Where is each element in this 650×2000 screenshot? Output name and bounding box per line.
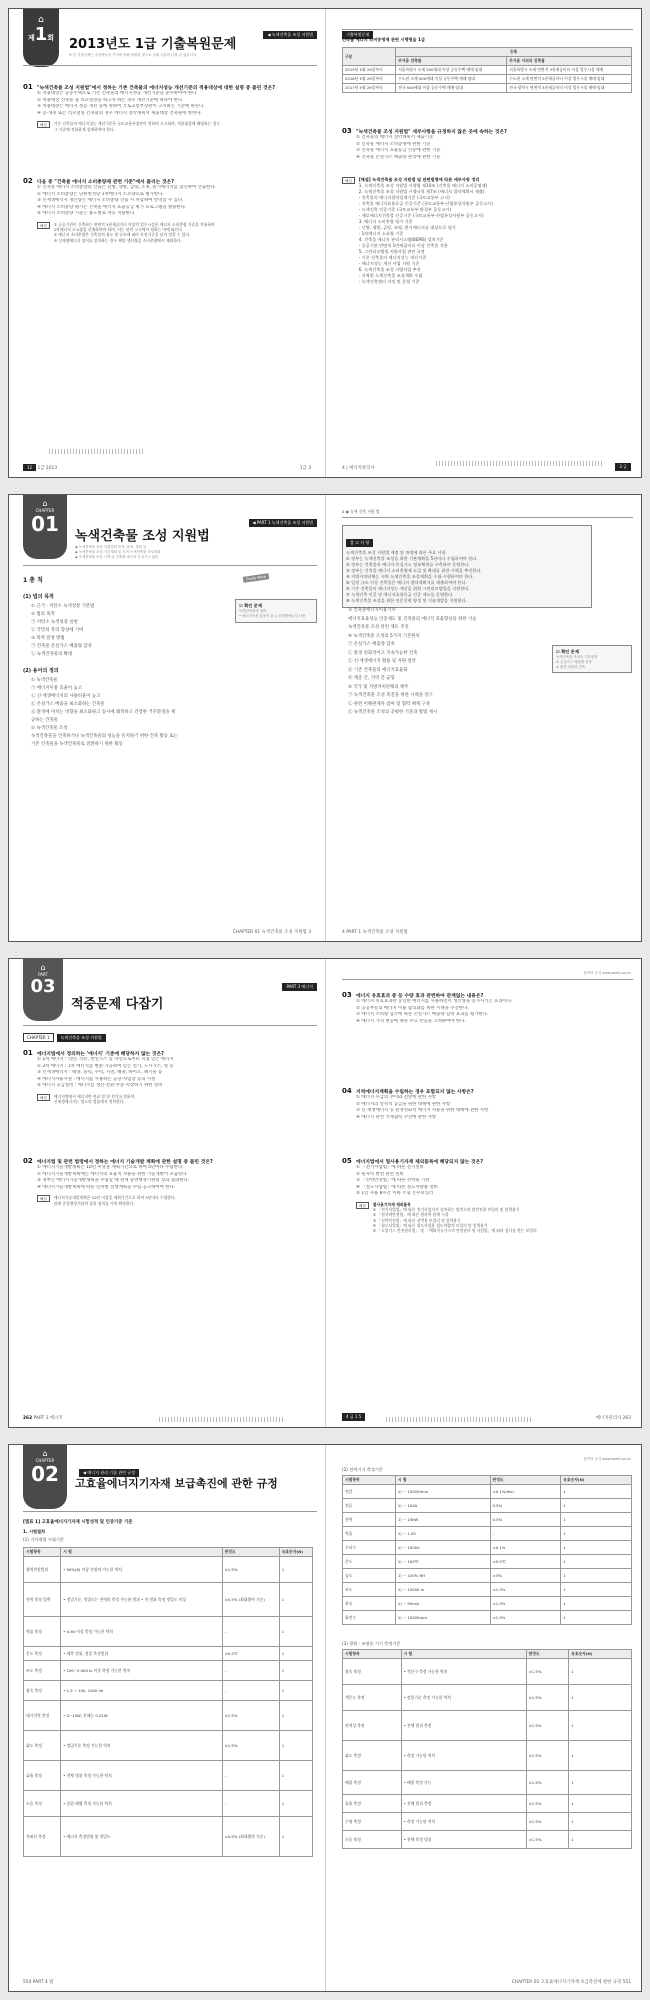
page-1-right <box>326 9 642 477</box>
option-1: ① 에너지 유효효과란 동일한 에너지를 사용하면서 생산량을 증가시키는 효과이다. <box>356 999 513 1004</box>
table-row: 2015년 5월 29일부터 서울특별시 소재 500세대 이상 공동주택 매매·임대 서울특별시 소재 연면적 3천제곱미터 이상 업무시설 매매 <box>343 66 632 75</box>
page-1-left <box>9 9 326 477</box>
page-3-left <box>9 959 326 1427</box>
table-row: 소음 측정 • 전체 측정 범위 ±1.5% 1 <box>343 1831 632 1849</box>
chapter-number: 01 <box>31 512 59 536</box>
option-4: ④ 증·개축 또는 리모델링 건축물의 경우 에너지 절약계획서 제출대상 건축물에 한한다. <box>37 110 202 116</box>
question-text: "녹색건축물 조성 지원법"에서 정하는 기존 건축물의 에너지성능 개선기준의 적용대상에 대한 설명 중 틀린 것은? <box>37 86 276 91</box>
option-2: ② 적용대상 건축물 중 리모델링을 하고자 하는 경우 개선기준에 따라야 한다. <box>37 97 184 103</box>
check-icon: ☑ <box>556 649 560 654</box>
explanation-label: 해설 <box>37 1195 50 1202</box>
explanation: 해설 ① 공공기관이 신축하는 연면적 3천제곱미터 이상의 업무시설은 에너지 소비총량 기준을 적용하여 1차에너지 소요량을 산출하여야 하며, 이는 관련 고시에서 정하는 바에 따른다. ② 에너지 소비총량은 건축물의 용도 및 규모에 따라 산정기준을 달리 정할 수 있다. ③ 신재생에너지 설비를 설치하는 경우 해당 생산량을 소비총량에서 제외한다. <box>37 222 319 243</box>
option-2: ② 공공부문의 에너지 이용 합리화를 위한 시책을 추진한다. <box>356 1005 469 1011</box>
spread-1 <box>8 8 642 478</box>
check-box-title: ☑ 확인 문제 <box>239 603 262 608</box>
page-4-left <box>9 1445 326 1991</box>
table-row: 휘도 측정 • 측정 가능한 역치 ±1.5% 1 <box>343 1741 632 1771</box>
subtitle: ※ 본 기출문제는 수험생들의 기억에 의해 복원된 것으로 실제 시험과 다를 수 있습니다. <box>69 53 198 57</box>
option-4: ④ 에너지기술개발계획에 따른 연차별 실행계획을 수립·공고하여야 한다. <box>37 1184 176 1190</box>
question-number: 05 <box>342 1157 352 1165</box>
chapter-badge <box>23 495 67 559</box>
table-row: 색온도 측정 • 정밀기준 측정 가능한 역치 ±1.5% 1 <box>343 1685 632 1711</box>
option-1: ① 에너지 수급의 추이와 전망에 관한 사항 <box>356 1095 437 1100</box>
reference-title: 참 고 사 항 <box>346 539 373 547</box>
electric-standard-table: 시험항목 시 험 판정도 유효숫자(N) 전압 1) ~ 1000V/min ±0.1%/min 1 전류 1) ~ 100A 0.5% 1 전력 1) ~ 10kW 0.5% 1 역률 1) ~ 1.00 - 1 주파수 1) ~ 100Hz ±0.1% 1 온도 1) ~ 100℃ ±0.5℃ 1 습도 1) ~ 100% RH ±3% 1 조도 1) ~ 10000 lx ±1.5% 1 풍속 1) ~ 50m/s ±1.5% 1 회전수 1) ~ 10000rpm ±1.5% 1 <box>342 1475 632 1625</box>
footer: CHAPTER 01 녹색건축물 조성 지원법 3 <box>232 930 311 935</box>
question-number: 02 <box>23 177 33 185</box>
footer: 4 PART 1 녹색건축물 조성 지원법 <box>342 930 408 935</box>
sub-heading-1: (2) 전력기기 측정기준 <box>342 1467 383 1472</box>
footer-badge: 3 급 <box>615 463 631 471</box>
option-4: ④ 에너지 가격 변동에 따른 수요 반응을 고려하여야 한다. <box>356 1018 466 1024</box>
page-2-left <box>9 495 326 941</box>
question-number: 03 <box>342 991 352 999</box>
table-row: 휘도 측정 • 정밀기준 측정 가능한 역치 ±1.5% 1 <box>24 1731 313 1761</box>
terms-list: ① 녹색건축물 ㉠ 에너지이용 효율이 높고 ㉡ 신·재생에너지의 사용비율이 높고 ㉢ 온실가스 배출을 최소화하는 건축물 ㉣ 환경에 미치는 영향을 최소화하고 동시에 쾌적하고 건강한 거주환경을 제 공하는 건축물 ② 녹색건축물 조성 녹색건축물을 건축하거나 녹색건축물의 성능을 유지하기 위한 건축 활동 또는 기존 건축물을 녹색건축물로 전환하기 위한 활동 <box>31 678 178 747</box>
sub-heading-purpose: (1) 법의 목적 <box>23 594 54 600</box>
footer-page: 1급 3 <box>299 466 311 471</box>
explanation: 해설 에너지기술개발계획은 10년 이상을 계획기간으로 하여 5년마다 수립한다. 관계 중앙행정기관의 장과 협의를 거쳐 확정한다. <box>37 1195 319 1205</box>
table-row: 조도 측정 • 100~2,000 lx 이상 측정 가능한 역치 - 1 <box>24 1661 313 1681</box>
check-box-title: ☑ 확인 문제 <box>556 649 579 654</box>
option-4: ④ 「철도사업법」에 따른 철도차량용 설비 <box>356 1184 438 1190</box>
option-1: ① 에너지기술개발계획은 10년 이상을 계획기간으로 하여 5년마다 수립한다. <box>37 1165 184 1170</box>
house-icon: ⌂ <box>40 963 46 972</box>
explanation: 해설 기존 건축물의 에너지성능 개선기준은 국토교통부장관이 정하여 고시하며, 적용대상에 해당하는 경우 그 기준에 적합하게 설계하여야 한다. <box>37 121 319 131</box>
question-text: 에너지법에서 정의하는 '에너지' 기준에 해당하지 않는 것은? <box>37 1052 164 1057</box>
page-title: 2013년도 1급 기출복원문제 <box>69 37 237 52</box>
table-row: 대기전력 측정 • 0~10W, 분해능 0.01W ±1.5% 1 <box>24 1701 313 1731</box>
option-5: ⑤ 에너지 소비총량 기준은 용도별로 차등 적용한다. <box>37 211 136 217</box>
option-4: ④ 건축물 온실가스 배출량 관리에 관한 기준 <box>356 154 441 160</box>
principles-list: ③ 건축물에너지이용기수 에너지효율성능 인증제도 및 건축물의 에너지 효율향상을 위한 기술 녹색건축물 조성 관련 제도 추진 ④ 녹색건축물 조성의 5가지 기본원칙 ㉠ 온실가스 배출량 감축 ㉡ 환경 친화적이고 지속가능한 건축 ㉢ 신·재생에너지 활용 및 자원 절약 ㉣ 기존 건축물의 에너지효율화 ㉤ 계층 간, 지역 간 균형 ⑤ 국가 및 지방자치단체의 책무 ㉠ 녹색건축물 조성 촉진을 위한 시책을 강구 ㉡ 관련 이해관계자 참여 및 협력 체계 구축 ㉢ 녹색건축물 조성의 공평한 기준과 방법 제시 <box>348 608 477 715</box>
chapter-number: 02 <box>31 1462 59 1486</box>
round-badge-icon: ⌂ <box>38 15 44 25</box>
table-row: 조도 1) ~ 10000 lx ±1.5% 1 <box>343 1583 632 1597</box>
page-header: 합격의 공식 www.sdedu.co.kr <box>583 971 631 975</box>
chapter-title: 고효율에너지기자재 보급촉진에 관한 규정 <box>75 1477 278 1490</box>
page-4-right <box>326 1445 642 1991</box>
spread-3 <box>8 958 642 1428</box>
question-text: "녹색건축물 조성 지원법" 세부사항을 규정하지 않은 곳에 속하는 것은? <box>356 130 507 135</box>
table-row: 습도 1) ~ 100% RH ±3% 1 <box>343 1569 632 1583</box>
question-number: 01 <box>23 83 33 91</box>
reference-box: 참 고 사 항 녹색건축물 조성 지원법 제정 및 개정에 따른 주요 사항 ① 정부는 녹색건축물 조성을 위한 기본계획을 5년마다 수립하여야 한다. ② 정부는 건축물의 에너지·온실가스 정보체계를 구축하여 운영한다. ③ 정부는 건축물 에너지 소비총량제 도입 및 확대를 위한 시책을 추진한다. ④ 지방자치단체는 지역 녹색건축물 조성계획을 수립·시행하여야 한다. ⑤ 일정 규모 이상 건축물은 에너지 절약계획서를 제출하여야 한다. ⑥ 기존 건축물의 에너지성능 개선을 위한 그린리모델링을 지원한다. ⑦ 녹색건축 인증 및 에너지효율등급 인증 제도를 운영한다. ⑧ 녹색건축물 조성을 위한 전문인력 양성 및 기술개발을 지원한다. <box>342 525 592 608</box>
table-row: 광속 측정 • 적분구 측정 가능한 역치 ±1.5% 1 <box>343 1659 632 1685</box>
explanation-label: 해설 <box>37 1094 50 1101</box>
table-row: 전압 1) ~ 1000V/min ±0.1%/min 1 <box>343 1485 632 1499</box>
intro-text: 건축물 에너지 소비증명제 관련 시행령을 1급 <box>342 37 426 42</box>
sub-heading: 1. 시험절차 <box>23 1529 46 1534</box>
table-row: 2016년 5월 29일부터 수도권 소재 500세대 이상 공동주택 매매·임대 수도권 소재 연면적 3천제곱미터 이상 업무시설 매매·임대 <box>343 75 632 84</box>
question-01 <box>23 75 319 132</box>
explanation: 해설 열사용기자재 제외품목 ① 「전기사업법」에 따른 전기사업자가 설치하는 발전소의 발전전용 보일러 및 압력용기 ② 「원자력안전법」에 따른 원자력 관계 시설 ③ 「선박안전법」에 따른 선박용 보일러 및 압력용기 ④ 「철도사업법」에 따른 철도사업용 철도차량의 보일러 및 압력용기 ⑤ 「고압가스 안전관리법」 및 「액화석유가스의 안전관리 및 사업법」에 따라 검사를 받는 보일러 <box>356 1202 632 1233</box>
question-number: 01 <box>23 1049 33 1057</box>
footer-left: 12 1급 2013 <box>23 464 57 471</box>
purpose-list: ① 근거 : 저탄소 녹색성장 기본법 ② 법의 목적 ㉠ 저탄소 녹색성장 실현 ㉡ 국민의 복리 향상에 기여 ③ 목적 달성 방법 ㉠ 건축물 온실가스 배출량 감축 ㉡ 녹색건축물의 확대 <box>31 604 95 657</box>
page-3-right <box>326 959 642 1427</box>
question-01 <box>23 1041 319 1104</box>
consumption-table: 구분 등록 주거용 건축물 주거용 이외의 건축물 2015년 5월 29일부터 서울특별시 소재 500세대 이상 공동주택 매매·임대 서울특별시 소재 연면적 3천제곱미터 이상 업무시설 매매 2016년 5월 29일부터 수도권 소재 500세대 이상 공동주택 매매·임대 수도권 소재 연면적 3천제곱미터 이상 업무시설 매매·임대 2017년 5월 29일부터 전국 500세대 이상 공동주택 매매·임대 전국 광역시 연면적 3천제곱미터 이상 업무시설 매매·임대 <box>342 47 632 93</box>
table-row: 배광 측정 • 배광 측정 가능 ±1.5% 1 <box>343 1771 632 1795</box>
badge-num: 1 <box>34 24 48 45</box>
footer-left: 262 PART 3 에너지 <box>23 1416 63 1421</box>
table-row: 효율 측정 • 전체 범위 측정 ±1.5% 1 <box>343 1795 632 1813</box>
option-2: ② 에너지의 안정적 공급을 위한 대책에 관한 사항 <box>356 1101 451 1107</box>
table-row: 풍속 1) ~ 50m/s ±1.5% 1 <box>343 1597 632 1611</box>
explanation-label: 해설 <box>37 121 50 128</box>
chapter-bullets: ◆ 녹색건축물 조성 지원법의 목적, 용어, 정의 등 ◆ 녹색건축물 조성 기본계획 및 지역 녹색건축물 조성계획 ◆ 녹색건축물 조성 시책 및 건축물 에너지·온실가스 관리 <box>75 545 161 559</box>
table-row: 전력 1) ~ 10kW 0.5% 1 <box>343 1513 632 1527</box>
option-3: ③ 적용대상은 에너지 성능 개선 등에 관하여 국토교통부장관이 고시하는 기준에 따른다. <box>37 104 205 110</box>
chapter-tab: ◀ 에너지 관리 기술 관련 규정 <box>79 1459 139 1478</box>
option-2: ② 에너지기술개발계획에는 에너지의 효율적 사용을 위한 기술개발이 포함된다. <box>37 1171 188 1177</box>
table-row: 출력전원범위 • 90%(8) 이상 전원의 가능한 역치 ±1.5% 1 <box>24 1557 313 1583</box>
footer: CHAPTER 02 고효율에너지기자재 보급촉진에 관한 규정 551 <box>511 1980 631 1985</box>
question-02 <box>23 169 319 243</box>
house-icon: ⌂ <box>42 499 48 508</box>
page-2-right <box>326 495 642 941</box>
badge-pre: 제 <box>27 34 35 42</box>
page-header: 합격의 공식 www.sdedu.co.kr <box>583 1457 631 1461</box>
explanation-q3: 해설 [해설] 녹색건축물 조성 지원법 및 관련법령에 따른 세부사항 정리 1. 녹색건축물 조성 지원법 시행령 제10조 (건축물 에너지 소비증명제) 2. 녹색건축물 조성 지원법 시행규칙 제7조 (에너지 절약계획서 제출) - 건축물의 에너지절약설계기준 (국토교통부 고시) - 건축물 에너지효율등급 인증기준 (국토교통부·산업통상자원부 공동고시) - 녹색건축 인증기준 (국토교통부·환경부 공동고시) - 제로에너지건축물 인증기준 (국토교통부·산업통상자원부 공동고시) 3. 에너지 소비총량 평가 기준 - 난방, 냉방, 급탕, 조명, 환기에너지를 대상으로 평가 - 1차에너지 소요량 기준 4. 건축물 에너지 관리시스템(BEMS) 설치기준 - 공공기관 연면적 1만제곱미터 이상 건축물 적용 5. 그린리모델링 지원사업 관련 규정 - 기존 건축물의 에너지성능 개선기준 - 에너지성능 개선 사업 지원 기준 6. 녹색건축물 조성 시범사업 추진 - 지역별 녹색건축물 조성계획 수립 - 녹색건축센터 지정 및 운영 기준 <box>342 177 632 285</box>
chapter-label: CHAPTER <box>35 508 55 513</box>
table-row: 주파수 1) ~ 100Hz ±0.1% 1 <box>343 1541 632 1555</box>
sub-heading-2: (1) 기자재별 시험기준 <box>23 1537 64 1542</box>
question-text: 에너지 유효효과 중 등 수량 효과 관련하여 관계없는 내용은? <box>356 994 484 999</box>
option-3: ③ 정부는 에너지기술개발계획을 수립할 때 관계 중앙행정기관의 장과 협의한다. <box>37 1178 190 1184</box>
badge-post: 회 <box>47 34 55 42</box>
table-row: 역률 1) ~ 1.00 - 1 <box>343 1527 632 1541</box>
sub-heading-2: (3) 광원 · 조명용 기기 측정기준 <box>342 1641 401 1646</box>
study-sticker: Study Note <box>243 573 270 583</box>
table-row: 적외선 측정 • 에너지 측정범위 및 정밀도 ±0.5% (최대출력 기준) 1 <box>24 1817 313 1857</box>
chapter-tab: ◀ 녹색건축물 조성 지원법 <box>263 21 317 40</box>
part-badge <box>23 959 63 1021</box>
footer-badge: 4 급 1 5 <box>342 1413 365 1421</box>
question-03 <box>342 119 632 161</box>
question-text: 지역에너지계획을 수립하는 경우 포함되지 않는 사항은? <box>356 1090 474 1095</box>
option-2: ② 2차 에너지 : 1차 에너지를 변환·가공하여 얻는 전기, 도시가스, 열 등 <box>37 1063 174 1069</box>
chapter-title: 녹색건축물 조성 지원법 <box>75 529 210 544</box>
footer-page: 에너지관리사 263 <box>595 1416 631 1421</box>
option-1: ① 건축물 에너지 소비총량의 산출은 난방, 냉방, 급탕, 조명, 환기에너지를 합산하여 산출한다. <box>37 185 216 190</box>
option-3: ③ 신재생에너지 : 태양, 풍력, 수력, 지열, 해양, 바이오, 폐기물 등 <box>37 1070 163 1076</box>
bookmark-header: 4 ◉ 녹색 건축 지원 법 <box>342 509 380 514</box>
chapter-label: CHAPTER <box>35 1458 55 1463</box>
option-5: ⑤ 에너지 공급설비 : 에너지를 생산·전환·수송·저장하기 위한 설비 <box>37 1083 163 1089</box>
part-number: 03 <box>30 976 56 997</box>
table-row: 연색성 측정 • 전체 범위 측정 ±1.5% 1 <box>343 1711 632 1741</box>
round-badge <box>23 9 59 67</box>
question-02 <box>23 1149 319 1206</box>
option-2: ② 원자력 발전 관련 설비 <box>356 1171 404 1177</box>
option-4: ④ 에너지 소비총량 평가는 건축물 에너지 효율등급 평가 프로그램을 활용한다. <box>37 204 187 210</box>
part-tab: PART 3 에너지 <box>282 973 317 992</box>
sub-heading-terms: (2) 용어의 정의 <box>23 668 59 674</box>
question-number: 02 <box>23 1157 33 1165</box>
option-3: ③ 에너지 소비량 감소에 따른 온실가스 배출량 감축 효과를 평가한다. <box>356 1012 489 1018</box>
option-4: ④ 에너지사용시설 : 에너지를 사용하는 공장·사업장 등의 시설 <box>37 1076 156 1082</box>
lighting-standard-table: 시험항목 시 험 판정도 유효숫자(N) 광속 측정 • 적분구 측정 가능한 역치 ±1.5% 1 색온도 측정 • 정밀기준 측정 가능한 역치 ±1.5% 1 연색성 측정 • 전체 범위 측정 ±1.5% 1 휘도 측정 • 측정 가능한 역치 ±1.5% 1 배광 측정 • 배광 측정 가능 ±1.5% 1 효율 측정 • 전체 범위 측정 ±1.5% 1 수명 측정 • 측정 가능한 역치 ±1.5% 1 소음 측정 • 전체 측정 범위 ±1.5% 1 <box>342 1649 632 1849</box>
table-row: 전력 측정 입력 • 정밀기준, 정밀도는 전력의 측정 가능한 범위 • 전 범위 측정 정밀도 이상 ±0.5% (최대출력 기준) 1 <box>24 1583 313 1617</box>
question-number: 03 <box>342 127 352 135</box>
table-row: 2017년 5월 29일부터 전국 500세대 이상 공동주택 매매·임대 전국 광역시 연면적 3천제곱미터 이상 업무시설 매매·임대 <box>343 84 632 93</box>
option-5: ⑤ 1일 사용 8시간 이하 소형 온수보일러 <box>356 1191 434 1197</box>
house-icon: ⌂ <box>42 1449 48 1458</box>
part-tab: ◀ PART 1 녹색건축물 조성 지원법 <box>249 509 317 528</box>
question-number: 04 <box>342 1087 352 1095</box>
table-row: 전류 1) ~ 100A 0.5% 1 <box>343 1499 632 1513</box>
check-icon: ☑ <box>239 603 243 608</box>
table-row: 효율 측정 • 전체 범위 측정 가능한 역치 - 1 <box>24 1761 313 1791</box>
question-text: 다음 중 "건축물 에너지 소비총량제 관련 기준"에서 틀리는 것은? <box>37 180 174 185</box>
option-1: ① 「전기사업법」에 따른 전기설비 <box>356 1165 424 1170</box>
section-heading: 1 총 칙 <box>23 577 43 584</box>
table-row: 역률 측정 • 0.90 이상 측정 가능한 역치 - 1 <box>24 1617 313 1647</box>
option-3: ③ 「선박안전법」에 따른 선박용 기관 <box>356 1178 430 1184</box>
table-row: 회전수 1) ~ 10000rpm ±1.5% 1 <box>343 1611 632 1625</box>
option-1: ① 적용대상은 공동주택으로 기존 건축물의 에너지성능 개선기준을 준수하여야 한다. <box>37 91 198 96</box>
option-3: ③ 신재생에너지 생산량은 에너지 소비총량 산출 시 차감하여 반영할 수 있다. <box>37 198 184 204</box>
check-box: ☑ 확인 문제 녹색건축물의 정의 • 에너지이용 효율이 높고 신재생에너지 사용 <box>235 599 317 623</box>
option-2: ② 에너지 소비총량은 단위면적당 1차에너지 소요량으로 평가한다. <box>37 191 164 197</box>
question-03 <box>342 983 632 1025</box>
question-text: 에너지법에서 열사용기자재 제외품목에 해당되지 않는 것은? <box>356 1160 483 1165</box>
question-04 <box>342 1079 632 1121</box>
footer: 550 PART 4 법 <box>23 1980 54 1985</box>
explanation-label: 해설 <box>37 222 50 229</box>
explanation: 해설 에너지법에서 에너지란 연료·열 및 전기를 말하며, 신재생에너지는 별도의 법률에서 정의한다. <box>37 1094 319 1104</box>
part-title: 적중문제 다잡기 <box>71 997 164 1012</box>
explanation-label: 해설 <box>342 177 355 184</box>
question-text: 에너지법 및 관련 법령에서 정하는 에너지 기술개발 계획에 관한 설명 중 틀린 것은? <box>37 1160 213 1165</box>
spread-2 <box>8 494 642 942</box>
chapter-badge <box>23 1445 67 1509</box>
test-standard-table: 시험항목 시 험 판정도 유효숫자(N) 출력전원범위 • 90%(8) 이상 전원의 가능한 역치 ±1.5% 1 전력 측정 입력 • 정밀기준, 정밀도는 전력의 측정 가능한 범위 • 전 범위 측정 정밀도 이상 ±0.5% (최대출력 기준) 1 역률 측정 • 0.90 이상 측정 가능한 역치 - 1 온도 측정 • 계측 범위, 정밀 측정범위 ±0.5℃ 1 조도 측정 • 100~2,000 lx 이상 측정 가능한 역치 - 1 광속 측정 • 1.5 ~ 10k, 1000 lm - 1 대기전력 측정 • 0~10W, 분해능 0.01W ±1.5% 1 휘도 측정 • 정밀기준 측정 가능한 역치 ±1.5% 1 효율 측정 • 전체 범위 측정 가능한 역치 - 1 소음 측정 • 음압 레벨 측정 가능한 역치 - 1 적외선 측정 • 에너지 측정범위 및 정밀도 ±0.5% (최대출력 기준) 1 <box>23 1547 313 1857</box>
option-2: ② 건축물 에너지 소비증명에 관한 기준 <box>356 141 431 147</box>
table-row: 온도 측정 • 계측 범위, 정밀 측정범위 ±0.5℃ 1 <box>24 1647 313 1661</box>
option-3: ③ 건축물 에너지 효율등급 인증에 관한 기준 <box>356 148 441 154</box>
page-header: 기출복원문제 <box>342 21 373 40</box>
table-row: 광속 측정 • 1.5 ~ 10k, 1000 lm - 1 <box>24 1681 313 1701</box>
check-box-2: ☑ 확인 문제 녹색건축물 조성의 기본원칙 ① 온실가스 배출량 감축 ② 환경 친화적 건축 <box>552 645 632 673</box>
table-row: 수명 측정 • 측정 가능한 역치 ±1.5% 1 <box>343 1813 632 1831</box>
footer-page: 4 | 에너지관리사 <box>342 466 375 471</box>
explanation-label: 해설 <box>356 1202 369 1209</box>
option-1: ① 건축물의 에너지 절약계획서 제출기준 <box>356 135 434 140</box>
option-4: ④ 에너지 관련 국제협력 추진에 관한 사항 <box>356 1114 437 1120</box>
spread-4 <box>8 1444 642 1992</box>
chapter-tag: CHAPTER 1 녹색건축물 조성 지원법 <box>23 1033 106 1042</box>
option-3: ③ 신·재생에너지 등 환경친화적 에너지 사용을 위한 대책에 관한 사항 <box>356 1108 489 1114</box>
question-05 <box>342 1149 632 1233</box>
section-heading: [별표 1] 고효율에너지기자재 시험성적 및 인증기준 기준 <box>23 1520 133 1525</box>
table-row: 소음 측정 • 음압 레벨 측정 가능한 역치 - 1 <box>24 1791 313 1817</box>
part-label: PART <box>38 972 48 977</box>
option-1: ① 1차 에너지 : 석탄, 석유, 천연가스 등 자연으로부터 직접 얻는 에너지 <box>37 1057 174 1062</box>
table-row: 온도 1) ~ 100℃ ±0.5℃ 1 <box>343 1555 632 1569</box>
